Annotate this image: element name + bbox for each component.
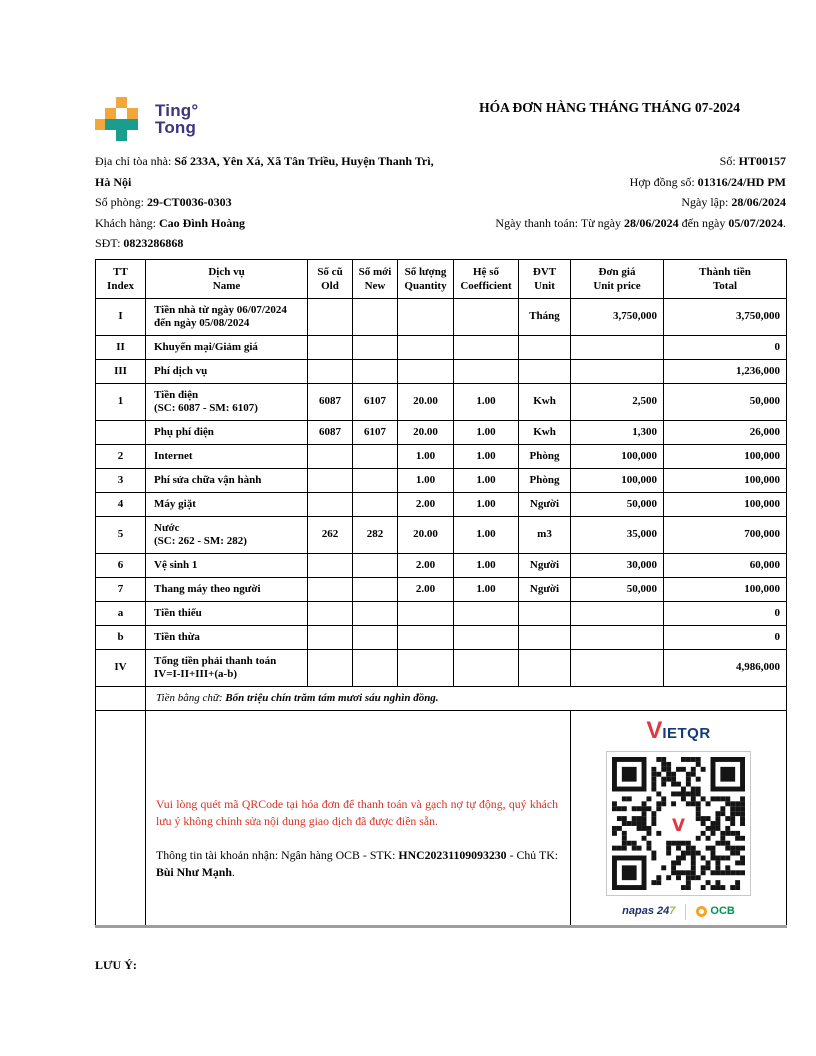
cell-unit: Người bbox=[519, 492, 571, 516]
qr-code-image bbox=[606, 751, 751, 896]
cell-new bbox=[353, 625, 398, 649]
header-row bbox=[96, 259, 787, 298]
cell-price: 100,000 bbox=[571, 444, 664, 468]
cell-tt: 6 bbox=[96, 553, 146, 577]
cell-new bbox=[353, 601, 398, 625]
table-row bbox=[96, 444, 787, 468]
cell-coef bbox=[454, 298, 519, 335]
payment-period-prefix: Ngày thanh toán: Từ ngày bbox=[495, 215, 624, 230]
cell-unit: Phòng bbox=[519, 444, 571, 468]
cell-tt: 4 bbox=[96, 492, 146, 516]
cell-qty bbox=[398, 335, 454, 359]
account-number: HNC20231109093230 bbox=[398, 848, 507, 863]
cell-qty: 20.00 bbox=[398, 516, 454, 553]
col-header-total: Thành tiền Total bbox=[664, 259, 787, 298]
cell-price: 50,000 bbox=[571, 492, 664, 516]
room-number-value: 29-CT0036-0303 bbox=[147, 195, 232, 210]
cell-total: 4,986,000 bbox=[664, 649, 787, 686]
payment-period-middle: đến ngày bbox=[678, 215, 729, 230]
invoice-number-line bbox=[441, 151, 786, 172]
cell-new: 282 bbox=[353, 516, 398, 553]
logo-text-line2: Tong bbox=[155, 118, 197, 137]
building-address-line bbox=[95, 151, 435, 192]
payment-period-suffix: . bbox=[783, 215, 786, 230]
col-header-quantity: Số lượng Quantity bbox=[398, 259, 454, 298]
cell-name: Thang máy theo người bbox=[146, 577, 308, 601]
cell-old: 262 bbox=[308, 516, 353, 553]
cell-total: 700,000 bbox=[664, 516, 787, 553]
footer-note-label: LƯU Ý: bbox=[95, 957, 137, 972]
cell-qty bbox=[398, 625, 454, 649]
vietqr-v: V bbox=[646, 716, 663, 744]
cell-old bbox=[308, 492, 353, 516]
table-row bbox=[96, 516, 787, 553]
cell-qty: 2.00 bbox=[398, 553, 454, 577]
qr-warning-text: Vui lòng quét mã QRCode tại hóa đơn để thanh toán và gạch nợ tự động, quý khách lưu ý không chỉnh sửa nội dung giao dịch đã được điền sẵn. bbox=[156, 797, 558, 829]
cell-name: Phí dịch vụ bbox=[146, 359, 308, 383]
ocb-circle-icon bbox=[696, 906, 707, 917]
cell-tt: 7 bbox=[96, 577, 146, 601]
invoice-number-value: HT00157 bbox=[738, 154, 786, 168]
cell-coef: 1.00 bbox=[454, 516, 519, 553]
cell-name: Khuyến mại/Giảm giá bbox=[146, 335, 308, 359]
cell-coef bbox=[454, 335, 519, 359]
logo-square bbox=[127, 108, 138, 119]
phone-value: 0823286868 bbox=[123, 236, 184, 251]
col-header-index: TT Index bbox=[96, 259, 146, 298]
cell-old: 6087 bbox=[308, 420, 353, 444]
cell-tt: III bbox=[96, 359, 146, 383]
table-row bbox=[96, 468, 787, 492]
table-row bbox=[96, 577, 787, 601]
table-row bbox=[96, 492, 787, 516]
cell-total: 0 bbox=[664, 601, 787, 625]
cell-name: Phụ phí điện bbox=[146, 420, 308, 444]
cell-price: 100,000 bbox=[571, 468, 664, 492]
cell-total: 100,000 bbox=[664, 492, 787, 516]
cell-old bbox=[308, 444, 353, 468]
cell-tt: 2 bbox=[96, 444, 146, 468]
cell-unit bbox=[519, 649, 571, 686]
account-info-prefix: Thông tin tài khoản nhận: Ngân hàng OCB - STK: bbox=[156, 848, 399, 863]
table-row bbox=[96, 420, 787, 444]
cell-total: 3,750,000 bbox=[664, 298, 787, 335]
cell-unit: Người bbox=[519, 577, 571, 601]
cell-tt: a bbox=[96, 601, 146, 625]
room-number-label: Số phòng: bbox=[95, 195, 148, 210]
cell-total: 100,000 bbox=[664, 577, 787, 601]
logo-divider bbox=[685, 904, 686, 920]
cell-coef: 1.00 bbox=[454, 553, 519, 577]
cell-price: 1,300 bbox=[571, 420, 664, 444]
cell-name: Nước (SC: 262 - SM: 282) bbox=[146, 516, 308, 553]
amount-in-words-label: Tiền bằng chữ: bbox=[156, 691, 226, 704]
cell-name: Vệ sinh 1 bbox=[146, 553, 308, 577]
cell-old bbox=[308, 359, 353, 383]
room-number-line bbox=[95, 192, 435, 213]
cell-price: 30,000 bbox=[571, 553, 664, 577]
cell-total: 0 bbox=[664, 625, 787, 649]
cell-qty: 1.00 bbox=[398, 468, 454, 492]
col-header-old: Số cũ Old bbox=[308, 259, 353, 298]
cell-total: 50,000 bbox=[664, 383, 787, 420]
cell-unit bbox=[519, 601, 571, 625]
customer-line bbox=[95, 213, 435, 234]
cell-price bbox=[571, 335, 664, 359]
issue-date-value: 28/06/2024 bbox=[731, 195, 786, 210]
invoice-table-rows bbox=[96, 298, 787, 686]
table-row bbox=[96, 601, 787, 625]
cell-tt: I bbox=[96, 298, 146, 335]
cell-qty bbox=[398, 649, 454, 686]
cell-qty: 20.00 bbox=[398, 383, 454, 420]
cell-unit: Tháng bbox=[519, 298, 571, 335]
col-header-unit-price: Đơn giá Unit price bbox=[571, 259, 664, 298]
logo-text-line1: Ting° bbox=[155, 101, 199, 120]
ocb-logo: OCB bbox=[696, 905, 734, 918]
cell-new bbox=[353, 553, 398, 577]
cell-total: 100,000 bbox=[664, 444, 787, 468]
logo-square bbox=[105, 119, 138, 130]
account-info-suffix: . bbox=[231, 865, 235, 880]
contract-number-line bbox=[441, 172, 786, 193]
logo-square bbox=[105, 108, 116, 119]
cell-tt bbox=[96, 420, 146, 444]
cell-old bbox=[308, 625, 353, 649]
table-row bbox=[96, 298, 787, 335]
cell-unit bbox=[519, 359, 571, 383]
tingtong-logo-text bbox=[155, 97, 198, 136]
cell-new bbox=[353, 444, 398, 468]
cell-unit: Kwh bbox=[519, 383, 571, 420]
cell-coef bbox=[454, 359, 519, 383]
cell-price bbox=[571, 649, 664, 686]
cell-name: Phí sửa chữa vận hành bbox=[146, 468, 308, 492]
logo-square bbox=[116, 130, 127, 141]
cell-new bbox=[353, 359, 398, 383]
col-header-name: Dịch vụ Name bbox=[146, 259, 308, 298]
cell-price: 35,000 bbox=[571, 516, 664, 553]
col-header-unit: ĐVT Unit bbox=[519, 259, 571, 298]
issue-date-label: Ngày lập: bbox=[681, 195, 732, 210]
payment-period-end: 05/07/2024 bbox=[728, 215, 783, 230]
cell-old bbox=[308, 468, 353, 492]
invoice-number-label: Số: bbox=[719, 154, 739, 168]
cell-name: Tiền thừa bbox=[146, 625, 308, 649]
cell-qty: 1.00 bbox=[398, 444, 454, 468]
customer-label: Khách hàng: bbox=[95, 215, 159, 230]
cell-qty: 2.00 bbox=[398, 577, 454, 601]
cell-tt: 1 bbox=[96, 383, 146, 420]
info-left-column bbox=[95, 151, 435, 254]
cell-total: 100,000 bbox=[664, 468, 787, 492]
cell-qty: 2.00 bbox=[398, 492, 454, 516]
cell-coef: 1.00 bbox=[454, 444, 519, 468]
account-holder: Bùi Như Mạnh bbox=[156, 865, 232, 880]
cell-coef bbox=[454, 625, 519, 649]
cell-new bbox=[353, 468, 398, 492]
invoice-table bbox=[95, 259, 787, 928]
cell-old: 6087 bbox=[308, 383, 353, 420]
invoice-title: HÓA ĐƠN HÀNG THÁNG THÁNG 07-2024 bbox=[479, 100, 740, 115]
tingtong-logo bbox=[95, 97, 198, 143]
table-row bbox=[96, 553, 787, 577]
cell-coef: 1.00 bbox=[454, 468, 519, 492]
cell-new bbox=[353, 335, 398, 359]
cell-old bbox=[308, 298, 353, 335]
payment-period-start: 28/06/2024 bbox=[624, 215, 679, 230]
phone-label: SĐT: bbox=[95, 236, 124, 251]
cell-qty bbox=[398, 359, 454, 383]
cell-unit: Kwh bbox=[519, 420, 571, 444]
cell-qty bbox=[398, 601, 454, 625]
table-row bbox=[96, 359, 787, 383]
cell-name: Internet bbox=[146, 444, 308, 468]
cell-unit bbox=[519, 625, 571, 649]
cell-price bbox=[571, 601, 664, 625]
cell-coef bbox=[454, 601, 519, 625]
tingtong-logo-icon bbox=[95, 97, 147, 143]
cell-qty bbox=[398, 298, 454, 335]
cell-tt: b bbox=[96, 625, 146, 649]
building-address-label: Địa chỉ tòa nhà: bbox=[95, 154, 175, 168]
cell-total: 60,000 bbox=[664, 553, 787, 577]
cell-price bbox=[571, 359, 664, 383]
cell-new bbox=[353, 577, 398, 601]
cell-price: 50,000 bbox=[571, 577, 664, 601]
cell-price bbox=[571, 625, 664, 649]
vietqr-rest: IETQR bbox=[662, 724, 711, 742]
cell-old bbox=[308, 601, 353, 625]
cell-total: 26,000 bbox=[664, 420, 787, 444]
cell-coef: 1.00 bbox=[454, 383, 519, 420]
col-header-new: Số mới New bbox=[353, 259, 398, 298]
amount-words-row bbox=[96, 686, 787, 710]
vietqr-logo bbox=[574, 716, 783, 747]
cell-coef bbox=[454, 649, 519, 686]
payment-row bbox=[96, 710, 787, 926]
cell-total: 1,236,000 bbox=[664, 359, 787, 383]
info-right-column bbox=[441, 151, 786, 254]
cell-unit bbox=[519, 335, 571, 359]
cell-total: 0 bbox=[664, 335, 787, 359]
table-row bbox=[96, 625, 787, 649]
building-address-value: Số 233A, Yên Xá, Xã Tân Triều, Huyện Thanh Trì, Hà Nội bbox=[95, 154, 434, 189]
cell-name: Máy giặt bbox=[146, 492, 308, 516]
cell-name: Tiền nhà từ ngày 06/07/2024 đến ngày 05/08/2024 bbox=[146, 298, 308, 335]
cell-unit: Phòng bbox=[519, 468, 571, 492]
cell-new: 6107 bbox=[353, 383, 398, 420]
cell-empty bbox=[96, 686, 146, 710]
cell-new bbox=[353, 298, 398, 335]
cell-tt: II bbox=[96, 335, 146, 359]
cell-new: 6107 bbox=[353, 420, 398, 444]
cell-name: Tổng tiền phải thanh toán IV=I-II+III+(a-b) bbox=[146, 649, 308, 686]
payment-period-line bbox=[441, 213, 786, 234]
invoice-info bbox=[95, 151, 786, 254]
invoice-header bbox=[95, 97, 786, 143]
cell-tt: 3 bbox=[96, 468, 146, 492]
cell-new bbox=[353, 649, 398, 686]
cell-unit: Người bbox=[519, 553, 571, 577]
napas-logo: napas 247 bbox=[622, 905, 676, 918]
table-row bbox=[96, 383, 787, 420]
logo-square bbox=[116, 97, 127, 108]
invoice-table-header bbox=[96, 259, 787, 298]
phone-line bbox=[95, 233, 435, 254]
cell-coef: 1.00 bbox=[454, 577, 519, 601]
issue-date-line bbox=[441, 192, 786, 213]
cell-name: Tiền thiếu bbox=[146, 601, 308, 625]
bank-logos bbox=[574, 904, 783, 920]
cell-unit: m3 bbox=[519, 516, 571, 553]
cell-name: Tiền điện (SC: 6087 - SM: 6107) bbox=[146, 383, 308, 420]
account-info-text bbox=[156, 847, 558, 881]
cell-old bbox=[308, 553, 353, 577]
cell-tt: IV bbox=[96, 649, 146, 686]
cell-price: 3,750,000 bbox=[571, 298, 664, 335]
amount-in-words-value: Bốn triệu chín trăm tám mươi sáu nghìn đồng. bbox=[225, 691, 439, 704]
svg-text:V: V bbox=[672, 814, 685, 835]
qr-cell bbox=[571, 710, 787, 926]
cell-coef: 1.00 bbox=[454, 420, 519, 444]
cell-coef: 1.00 bbox=[454, 492, 519, 516]
amount-in-words-cell bbox=[146, 686, 787, 710]
cell-tt: 5 bbox=[96, 516, 146, 553]
col-header-coefficient: Hệ số Coefficient bbox=[454, 259, 519, 298]
cell-price: 2,500 bbox=[571, 383, 664, 420]
contract-number-label: Hợp đồng số: bbox=[629, 174, 698, 189]
invoice-table-footer-rows bbox=[96, 686, 787, 926]
cell-old bbox=[308, 649, 353, 686]
account-info-middle: - Chủ TK: bbox=[506, 848, 558, 863]
cell-old bbox=[308, 577, 353, 601]
contract-number-value: 01316/24/HD PM bbox=[697, 174, 786, 189]
cell-empty bbox=[96, 710, 146, 926]
cell-new bbox=[353, 492, 398, 516]
cell-qty: 20.00 bbox=[398, 420, 454, 444]
payment-instructions-cell bbox=[146, 710, 571, 926]
cell-old bbox=[308, 335, 353, 359]
table-row bbox=[96, 335, 787, 359]
table-row bbox=[96, 649, 787, 686]
customer-value: Cao Đình Hoàng bbox=[158, 215, 246, 230]
